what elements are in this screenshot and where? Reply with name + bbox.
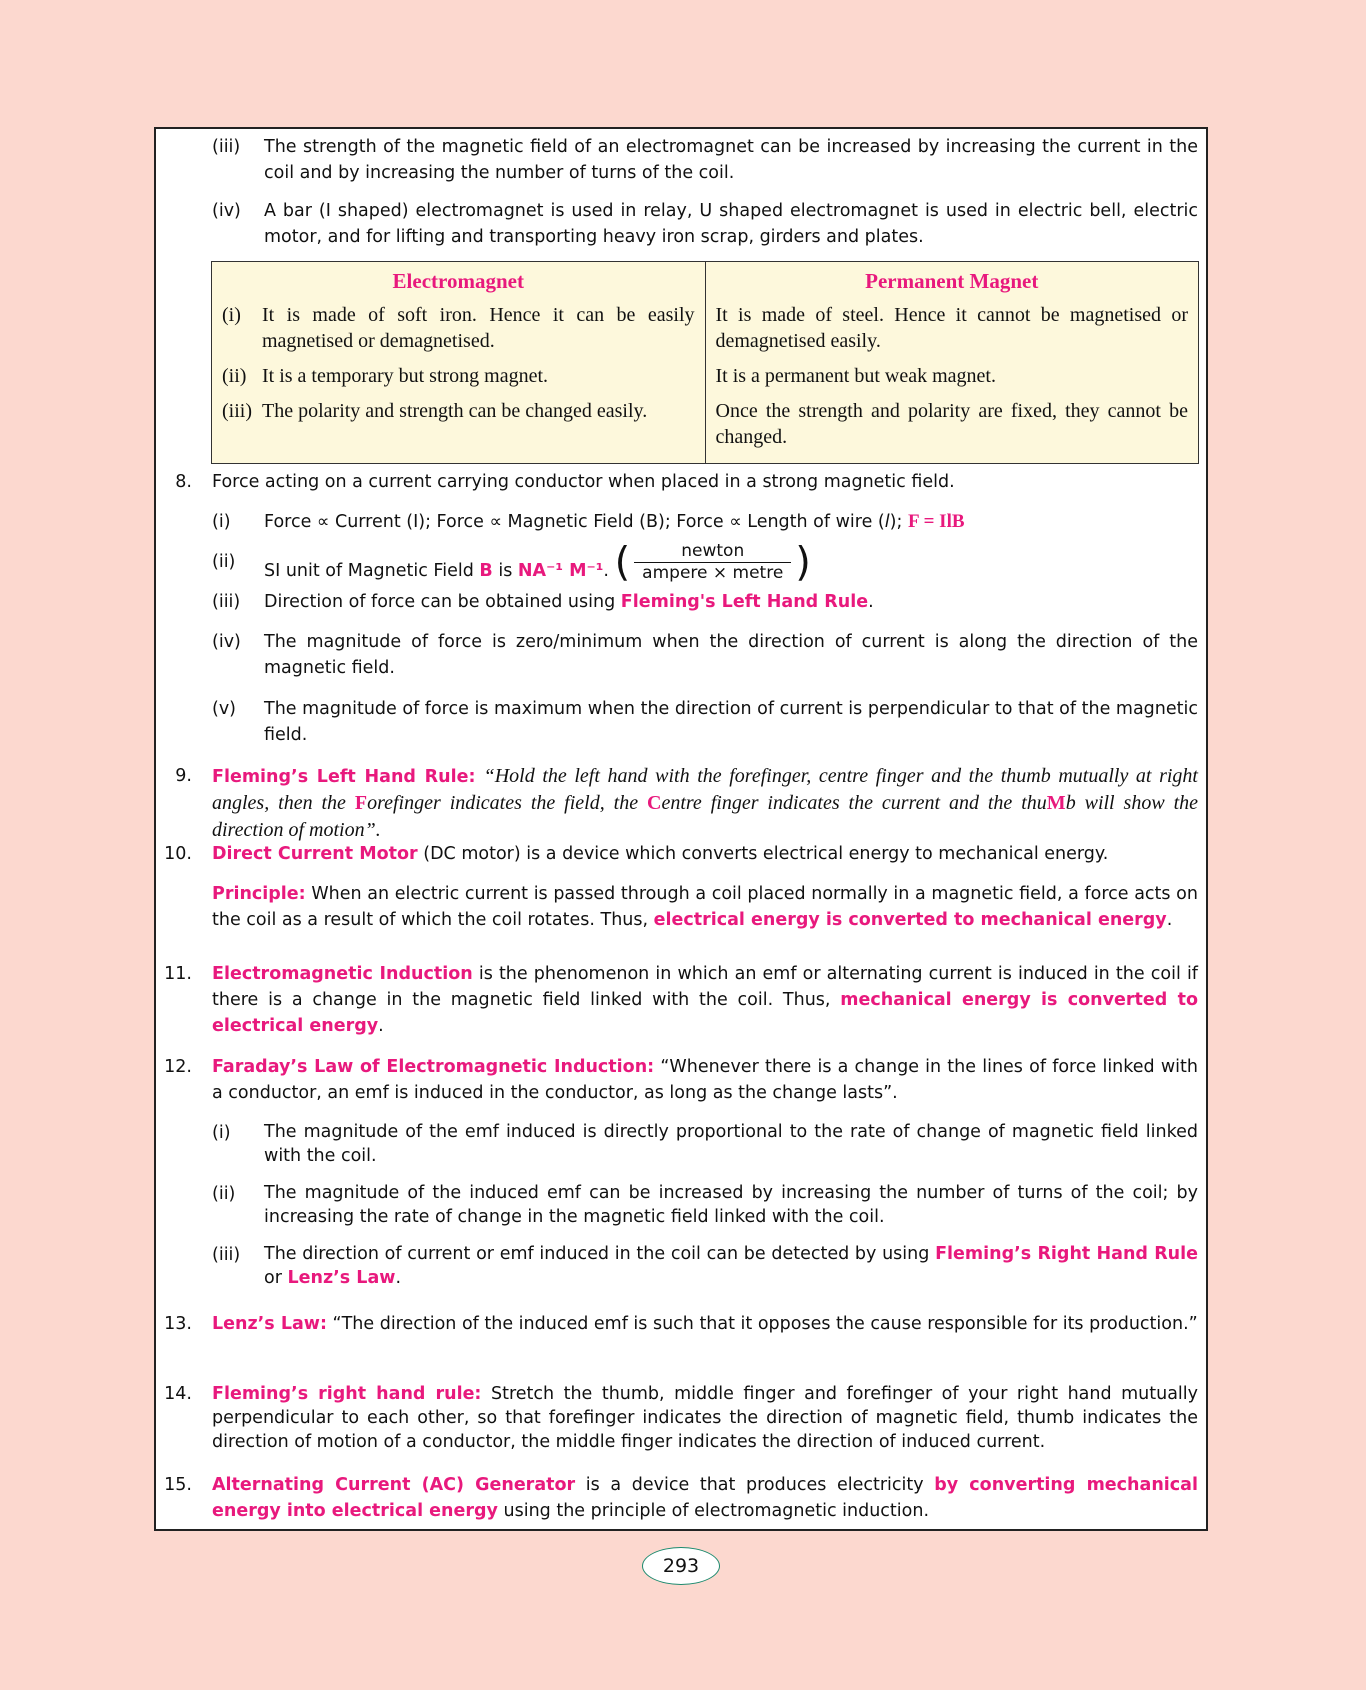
rule-text-part: entre finger indicates the current and the thu xyxy=(661,792,1047,814)
sub-text-main: SI unit of Magnetic Field xyxy=(264,560,474,581)
table-row-label: (ii) xyxy=(222,365,247,387)
sub-text-is: is xyxy=(498,560,513,581)
sub-text: The magnitude of force is zero/minimum when the direction of current is along the direction of the magnetic field. xyxy=(264,632,1198,678)
point-text xyxy=(212,763,1198,844)
principle-label: Principle: xyxy=(212,884,306,904)
table-row-label: (iii) xyxy=(222,400,252,422)
point-number: 11. xyxy=(164,964,192,984)
paren-close: ) xyxy=(795,539,811,586)
highlight-term: mechanical energy is converted to electrical energy xyxy=(212,990,1198,1036)
table-row-text: It is a temporary but strong magnet. xyxy=(262,365,549,387)
point-8-sub-ii xyxy=(156,541,1210,591)
point-body: “Whenever there is a change in the lines of force linked with a conductor, an emf is induced in the conductor, as long as the change lasts”. xyxy=(212,1057,1198,1103)
page-content-box xyxy=(154,127,1208,1531)
point-text: Force acting on a current carrying conductor when placed in a strong magnetic field. xyxy=(212,472,955,492)
table-row-label: (i) xyxy=(222,304,241,326)
point-number: 9. xyxy=(175,766,192,786)
principle-text xyxy=(212,881,1198,933)
intro-item-text: The strength of the magnetic field of an electromagnet can be increased by increasing the current in the coil and by increasing the number of turns of the coil. xyxy=(264,137,1198,183)
point-body: is a device that produces electricity xyxy=(585,1475,924,1495)
principle-end: . xyxy=(1166,910,1173,930)
point-title: Fleming’s Left Hand Rule: xyxy=(212,767,476,787)
intro-item-label: (iv) xyxy=(212,201,241,221)
sub-text-main: Force ∝ Current (I); Force ∝ Magnetic Field (B); Force ∝ Length of wire ( xyxy=(264,512,885,532)
point-number: 12. xyxy=(164,1057,192,1077)
point-end: . xyxy=(378,1016,384,1036)
sub-text-dot: . xyxy=(603,560,609,581)
point-number: 14. xyxy=(164,1384,192,1404)
mnemonic-letter: C xyxy=(647,792,662,814)
sub-label: (iii) xyxy=(212,592,241,612)
unit-fraction xyxy=(634,541,791,584)
point-text xyxy=(212,841,1198,867)
point-title: Alternating Current (AC) Generator xyxy=(212,1475,576,1495)
sub-text-main: Direction of force can be obtained using xyxy=(264,592,616,612)
point-number: 10. xyxy=(164,844,192,864)
field-symbol: B xyxy=(479,560,493,581)
table-row xyxy=(222,398,695,424)
fraction-denominator: ampere × metre xyxy=(642,563,784,583)
point-body: (DC motor) is a device which converts electrical energy to mechanical energy. xyxy=(423,844,1109,864)
point-number: 8. xyxy=(175,472,192,492)
sub-label: (ii) xyxy=(212,1184,236,1204)
point-text xyxy=(212,1310,1198,1339)
intro-item-label: (iii) xyxy=(212,137,241,157)
force-formula: F = IlB xyxy=(907,511,965,532)
highlight-term: Fleming’s Right Hand Rule xyxy=(935,1244,1198,1264)
sub-label: (i) xyxy=(212,1123,231,1143)
fraction-numerator: newton xyxy=(634,541,791,563)
highlight-term: Lenz’s Law xyxy=(287,1268,396,1288)
sub-text-main: The direction of current or emf induced in the coil can be detected by using xyxy=(264,1244,930,1264)
permanent-magnet-column xyxy=(705,262,1199,464)
point-title: Lenz’s Law: xyxy=(212,1314,327,1334)
rule-text-part: “Hold the left hand with the forefinger, centre finger and the thumb mutually at right angles, then the xyxy=(212,765,1198,814)
sub-label: (ii) xyxy=(212,552,236,572)
table-row xyxy=(222,302,695,354)
sub-text-end: ); xyxy=(889,512,903,532)
point-body: is the phenomenon in which an emf or alternating current is induced in the coil if there is a change in the magnetic field linked with the coil. Thus, xyxy=(212,964,1198,1010)
rule-text-part: orefinger indicates the field, the xyxy=(367,792,639,814)
permanent-magnet-header: Permanent Magnet xyxy=(865,269,1039,293)
sub-text xyxy=(264,541,1198,584)
paren-open: ( xyxy=(614,539,631,586)
principle-body: When an electric current is passed through a coil placed normally in a magnetic field, a force acts on the coil as a result of which the coil rotates. Thus, xyxy=(212,884,1198,930)
sub-text xyxy=(264,509,1198,535)
sub-text xyxy=(264,1242,1198,1290)
mnemonic-letter: M xyxy=(1046,792,1066,814)
length-symbol: l xyxy=(884,512,890,532)
highlight-term: by converting mechanical energy into electrical energy xyxy=(212,1475,1198,1521)
sub-text: The magnitude of the emf induced is directly proportional to the rate of change of magnetic field linked with the coil. xyxy=(264,1122,1198,1166)
sub-text-end: . xyxy=(395,1268,402,1288)
table-row-text: The polarity and strength can be changed easily. xyxy=(262,400,648,422)
table-row-text: Once the strength and polarity are fixed, they cannot be changed. xyxy=(715,400,1188,448)
sub-text-or: or xyxy=(264,1268,282,1288)
point-number: 13. xyxy=(164,1314,192,1334)
sub-label: (iv) xyxy=(212,632,241,652)
point-text xyxy=(212,961,1198,1039)
point-number: 15. xyxy=(164,1475,192,1495)
point-body: Stretch the thumb, middle finger and forefinger of your right hand mutually perpendicular to each other, so that forefinger indicates the direction of magnetic field, thumb indicates the direction of motion of a conductor, the middle finger indicates the direction of induced current. xyxy=(212,1384,1198,1452)
highlight-term: Fleming's Left Hand Rule xyxy=(620,592,869,612)
highlight-term: electrical energy is converted to mechanical energy xyxy=(653,910,1167,930)
point-title: Fleming’s right hand rule: xyxy=(212,1384,482,1404)
sub-text: Direction of force can be obtained using Fleming's Left Hand Rule. xyxy=(264,592,874,612)
si-unit: NA⁻¹ M⁻¹ xyxy=(517,560,604,581)
point-text xyxy=(212,1054,1198,1106)
point-text xyxy=(212,1382,1198,1454)
mnemonic-letter: F xyxy=(354,792,368,814)
point-body: “The direction of the induced emf is such that it opposes the cause responsible for its production.” xyxy=(332,1314,1198,1334)
sub-label: (v) xyxy=(212,699,237,719)
point-end: using the principle of electromagnetic induction. xyxy=(503,1501,930,1521)
table-row-text: It is a permanent but weak magnet. xyxy=(715,365,996,387)
point-text xyxy=(212,1472,1198,1524)
sub-label: (i) xyxy=(212,512,231,532)
page-number: 293 xyxy=(642,1547,720,1585)
point-title: Direct Current Motor xyxy=(212,844,418,864)
table-row-text: It is made of soft iron. Hence it can be easily magnetised or demagnetised. xyxy=(262,304,695,352)
sub-text: The magnitude of force is maximum when the direction of current is perpendicular to that of the magnetic field. xyxy=(264,699,1198,745)
table-row xyxy=(222,363,695,389)
point-title: Electromagnetic Induction xyxy=(212,964,473,984)
electromagnet-header: Electromagnet xyxy=(392,269,524,293)
table-row-text: It is made of steel. Hence it cannot be magnetised or demagnetised easily. xyxy=(715,304,1188,352)
electromagnet-column xyxy=(212,262,706,464)
intro-item-text: A bar (I shaped) electromagnet is used in relay, U shaped electromagnet is used in electric bell, electric motor, and for lifting and transporting heavy iron scrap, girders and plates. xyxy=(264,201,1198,247)
rule-text-part: b will show the direction of motion”. xyxy=(212,792,1199,841)
sub-text: The magnitude of the induced emf can be increased by increasing the number of turns of the coil; by increasing the rate of change in the magnetic field linked with the coil. xyxy=(264,1183,1198,1227)
sub-label: (iii) xyxy=(212,1245,241,1265)
point-title: Faraday’s Law of Electromagnetic Induction: xyxy=(212,1057,655,1077)
comparison-table xyxy=(211,261,1199,464)
